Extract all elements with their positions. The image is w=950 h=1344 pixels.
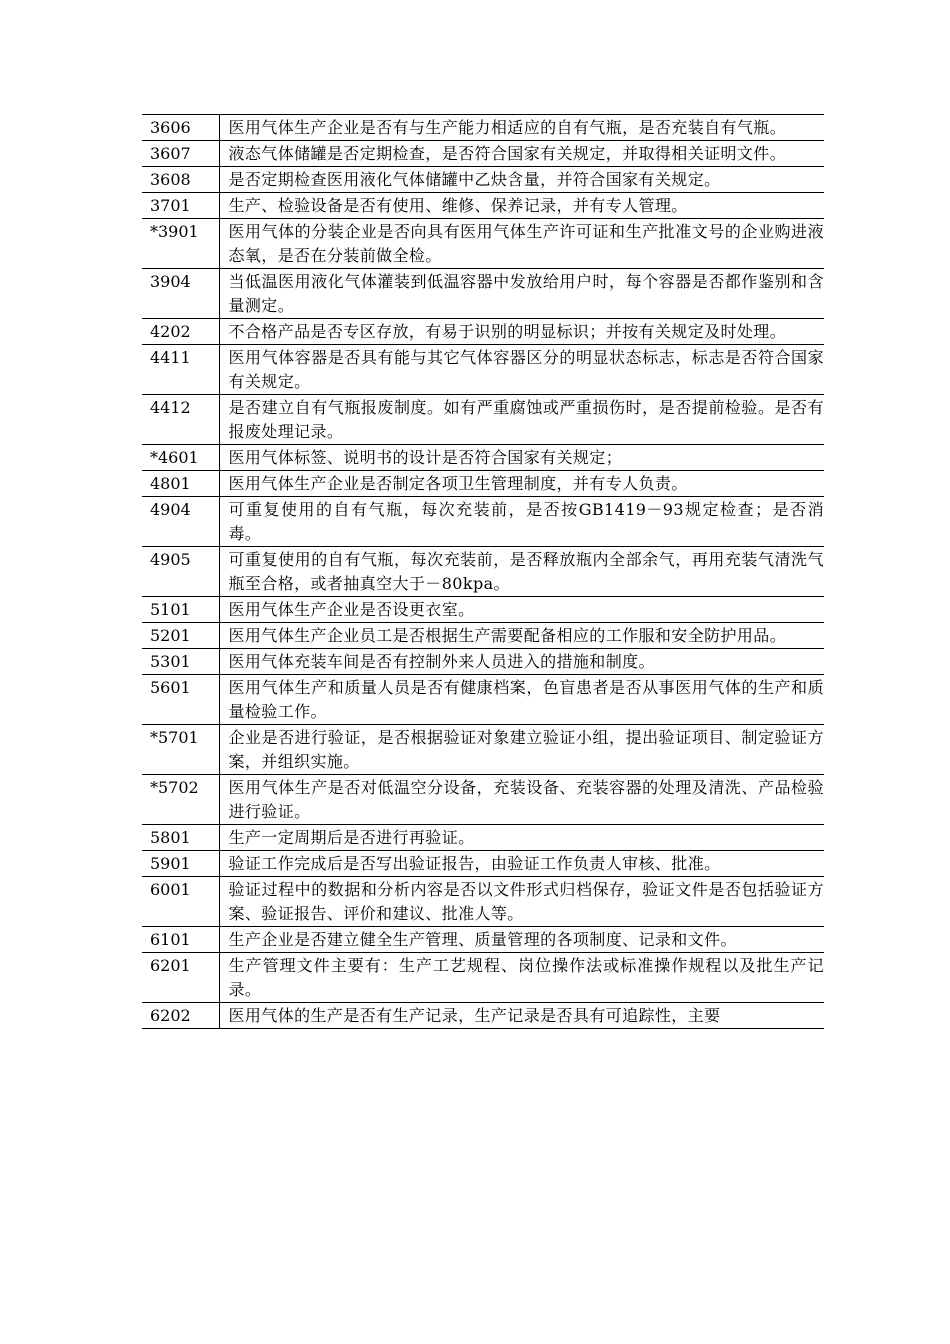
table-row [142,471,824,497]
item-code: 3608 [142,167,219,193]
item-description: 是否定期检查医用液化气体储罐中乙炔含量，并符合国家有关规定。 [219,167,824,193]
item-code: 6201 [142,953,219,1003]
item-description: 医用气体容器是否具有能与其它气体容器区分的明显状态标志，标志是否符合国家有关规定。 [219,345,824,395]
table-row [142,725,824,775]
table-row [142,597,824,623]
item-description: 医用气体生产企业员工是否根据生产需要配备相应的工作服和安全防护用品。 [219,623,824,649]
table-row [142,775,824,825]
item-description: 医用气体生产和质量人员是否有健康档案，色盲患者是否从事医用气体的生产和质量检验工作。 [219,675,824,725]
item-code: 5101 [142,597,219,623]
table-row [142,269,824,319]
item-code: 3904 [142,269,219,319]
table-row [142,649,824,675]
table-row [142,445,824,471]
item-code: 5801 [142,825,219,851]
item-code: 3606 [142,115,219,141]
item-code: 3607 [142,141,219,167]
item-description: 生产企业是否建立健全生产管理、质量管理的各项制度、记录和文件。 [219,927,824,953]
table-row [142,851,824,877]
item-code: *5701 [142,725,219,775]
item-description: 医用气体充装车间是否有控制外来人员进入的措施和制度。 [219,649,824,675]
table-row [142,675,824,725]
item-description: 验证工作完成后是否写出验证报告，由验证工作负责人审核、批准。 [219,851,824,877]
item-code: 4412 [142,395,219,445]
table-row [142,927,824,953]
item-description: 生产管理文件主要有：生产工艺规程、岗位操作法或标准操作规程以及批生产记录。 [219,953,824,1003]
item-code: 5201 [142,623,219,649]
item-code: 5301 [142,649,219,675]
item-code: 6202 [142,1003,219,1029]
table-row [142,167,824,193]
table-row [142,345,824,395]
item-code: 4904 [142,497,219,547]
item-description: 医用气体生产是否对低温空分设备，充装设备、充装容器的处理及清洗、产品检验进行验证。 [219,775,824,825]
table-row [142,623,824,649]
table-row [142,115,824,141]
item-description: 生产、检验设备是否有使用、维修、保养记录，并有专人管理。 [219,193,824,219]
item-description: 液态气体储罐是否定期检查，是否符合国家有关规定，并取得相关证明文件。 [219,141,824,167]
item-code: 4905 [142,547,219,597]
item-code: 6101 [142,927,219,953]
table-row [142,319,824,345]
item-code: 4801 [142,471,219,497]
item-description: 医用气体生产企业是否设更衣室。 [219,597,824,623]
item-description: 验证过程中的数据和分析内容是否以文件形式归档保存，验证文件是否包括验证方案、验证报告、评价和建议、批准人等。 [219,877,824,927]
item-description: 医用气体的生产是否有生产记录，生产记录是否具有可追踪性，主要 [219,1003,824,1029]
item-description: 可重复使用的自有气瓶，每次充装前，是否释放瓶内全部余气，再用充装气清洗气瓶至合格，或者抽真空大于－80kpa。 [219,547,824,597]
item-description: 可重复使用的自有气瓶，每次充装前，是否按GB1419－93规定检查；是否消毒。 [219,497,824,547]
table-row [142,547,824,597]
table-row [142,825,824,851]
table-row [142,497,824,547]
item-description: 医用气体生产企业是否制定各项卫生管理制度，并有专人负责。 [219,471,824,497]
item-description: 当低温医用液化气体灌装到低温容器中发放给用户时，每个容器是否都作鉴别和含量测定。 [219,269,824,319]
item-code: 5601 [142,675,219,725]
item-description: 生产一定周期后是否进行再验证。 [219,825,824,851]
item-code: *4601 [142,445,219,471]
item-description: 是否建立自有气瓶报废制度。如有严重腐蚀或严重损伤时，是否提前检验。是否有报废处理记录。 [219,395,824,445]
table-row [142,219,824,269]
item-code: *3901 [142,219,219,269]
inspection-items-table [142,114,824,1029]
item-description: 企业是否进行验证，是否根据验证对象建立验证小组，提出验证项目、制定验证方案，并组织实施。 [219,725,824,775]
item-code: 6001 [142,877,219,927]
table-body [142,115,824,1029]
item-description: 不合格产品是否专区存放，有易于识别的明显标识；并按有关规定及时处理。 [219,319,824,345]
item-description: 医用气体标签、说明书的设计是否符合国家有关规定； [219,445,824,471]
item-description: 医用气体生产企业是否有与生产能力相适应的自有气瓶，是否充装自有气瓶。 [219,115,824,141]
item-code: 5901 [142,851,219,877]
table-row [142,141,824,167]
table-row [142,877,824,927]
table-row [142,1003,824,1029]
item-code: 4202 [142,319,219,345]
table-row [142,395,824,445]
table-row [142,953,824,1003]
item-code: 4411 [142,345,219,395]
item-code: *5702 [142,775,219,825]
table-row [142,193,824,219]
item-code: 3701 [142,193,219,219]
item-description: 医用气体的分装企业是否向具有医用气体生产许可证和生产批准文号的企业购进液态氧，是否在分装前做全检。 [219,219,824,269]
